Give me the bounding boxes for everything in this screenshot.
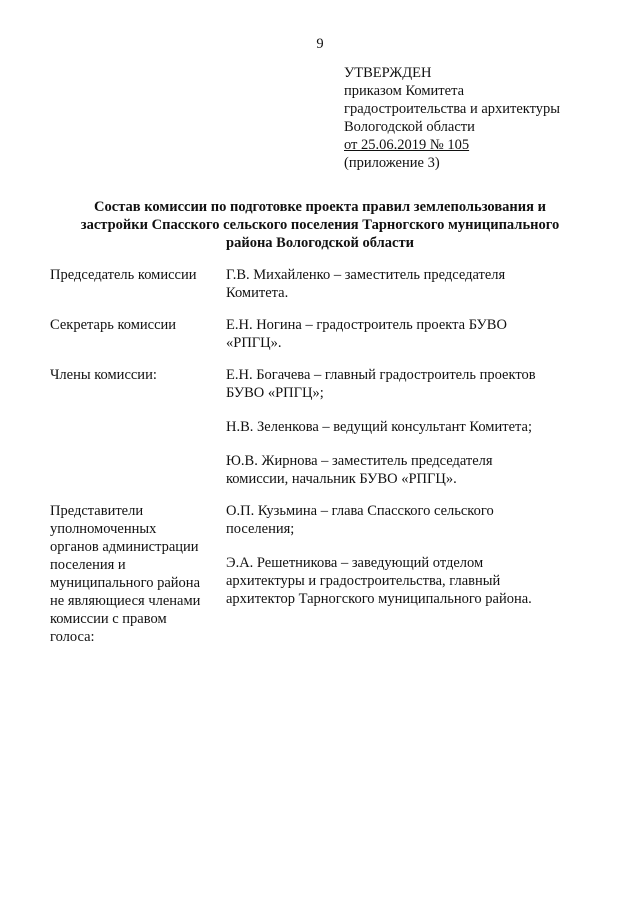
approval-line: приказом Комитета xyxy=(344,83,465,99)
member-line: архитектуры и градостроительства, главный xyxy=(226,573,501,589)
role-label-line: голоса: xyxy=(50,629,95,645)
member-line: Н.В. Зеленкова – ведущий консультант Комитета; xyxy=(226,419,532,435)
member-entry xyxy=(226,266,590,302)
member-line: Г.В. Михайленко – заместитель председателя xyxy=(226,267,506,283)
role-members xyxy=(226,316,590,352)
member-line: Э.А. Решетникова – заведующий отделом xyxy=(226,555,484,571)
role-representatives xyxy=(50,502,590,646)
role-label-line: не являющиеся членами xyxy=(50,593,201,609)
member-line: архитектор Тарногского муниципального района. xyxy=(226,591,532,607)
role-label-line: муниципального района xyxy=(50,575,200,591)
approval-line: Вологодской области xyxy=(344,119,475,135)
role-members xyxy=(226,266,590,302)
document-title xyxy=(40,198,600,252)
member-line: О.П. Кузьмина – глава Спасского сельского xyxy=(226,503,494,519)
role-label-line: Секретарь комиссии xyxy=(50,317,177,333)
role-label xyxy=(50,366,226,488)
role-label-line: Члены комиссии: xyxy=(50,367,157,383)
member-entry xyxy=(226,502,590,538)
member-line: комиссии, начальник БУВО «РПГЦ». xyxy=(226,471,457,487)
role-chairman xyxy=(50,266,590,302)
role-secretary xyxy=(50,316,590,352)
approval-date: от 25.06.2019 № 105 xyxy=(344,137,470,153)
role-members xyxy=(226,502,590,646)
member-line: «РПГЦ». xyxy=(226,335,282,351)
member-line: поселения; xyxy=(226,521,295,537)
role-label-line: Председатель комиссии xyxy=(50,267,197,283)
member-entry xyxy=(226,418,590,436)
role-label-line: Представители xyxy=(50,503,144,519)
role-members-group xyxy=(50,366,590,488)
title-line: Состав комиссии по подготовке проекта правил землепользования и xyxy=(94,199,546,215)
role-members xyxy=(226,366,590,488)
title-line: района Вологодской области xyxy=(226,235,414,251)
approval-line: градостроительства и архитектуры xyxy=(344,101,561,117)
member-line: Комитета. xyxy=(226,285,289,301)
member-line: БУВО «РПГЦ»; xyxy=(226,385,324,401)
member-entry xyxy=(226,316,590,352)
member-line: Ю.В. Жирнова – заместитель председателя xyxy=(226,453,493,469)
role-label-line: поселения и xyxy=(50,557,126,573)
member-entry xyxy=(226,366,590,402)
approval-line: УТВЕРЖДЕН xyxy=(344,65,432,81)
title-line: застройки Спасского сельского поселения Тарногского муниципального xyxy=(80,217,560,233)
member-entry xyxy=(226,452,590,488)
approval-block xyxy=(344,64,624,172)
role-label xyxy=(50,316,226,352)
role-label-line: уполномоченных xyxy=(50,521,157,537)
page-number: 9 xyxy=(316,36,324,52)
approval-appendix: (приложение 3) xyxy=(344,155,440,171)
member-entry xyxy=(226,554,590,608)
member-line: Е.Н. Ногина – градостроитель проекта БУВО xyxy=(226,317,507,333)
role-label xyxy=(50,266,226,302)
member-line: Е.Н. Богачева – главный градостроитель проектов xyxy=(226,367,536,383)
role-label-line: комиссии с правом xyxy=(50,611,167,627)
commission-roster xyxy=(50,266,590,660)
role-label xyxy=(50,502,226,646)
role-label-line: органов администрации xyxy=(50,539,199,555)
